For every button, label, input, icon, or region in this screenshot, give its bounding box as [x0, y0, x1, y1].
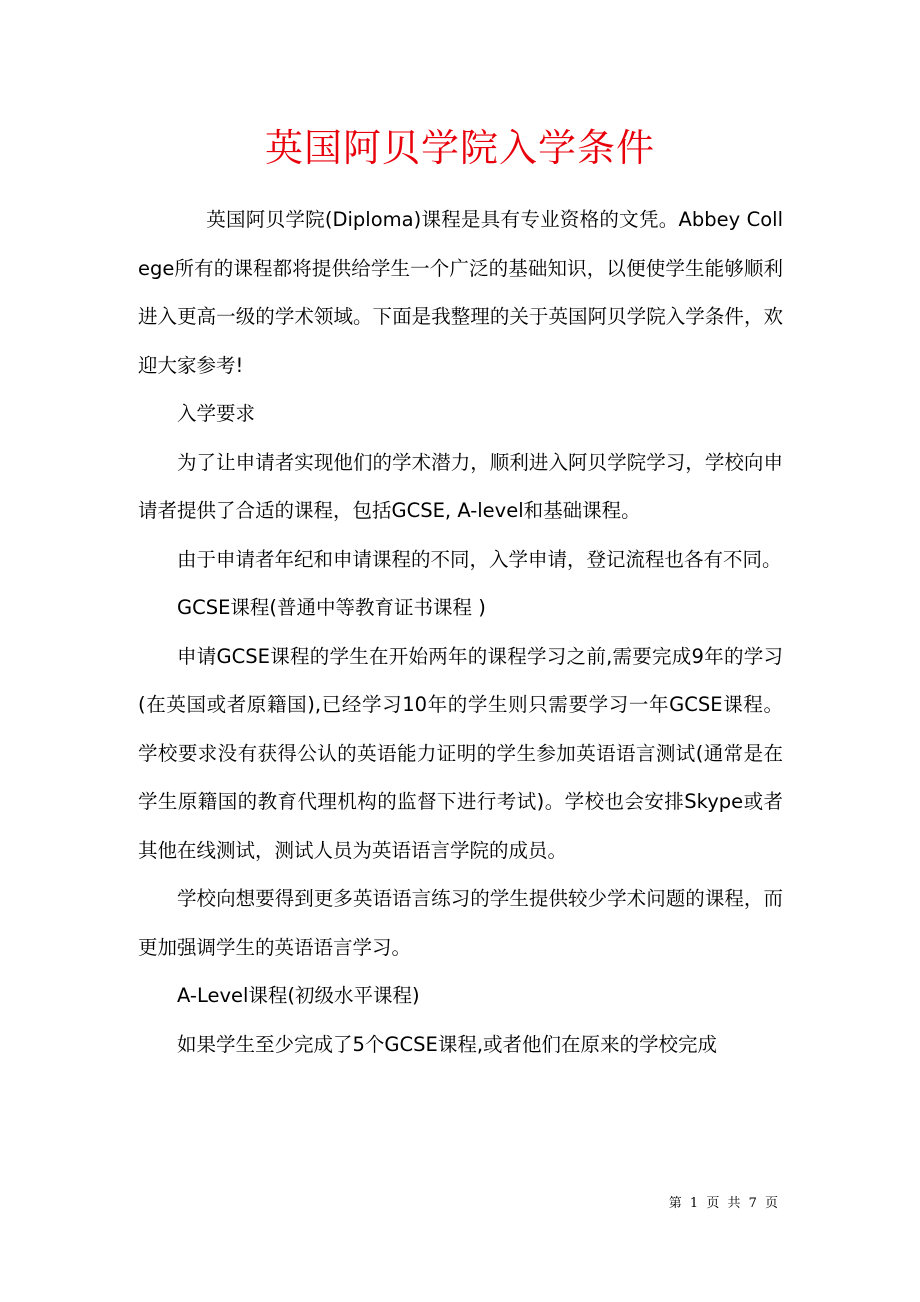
document-body — [138, 196, 783, 1069]
paragraph: 申请GCSE课程的学生在开始两年的课程学习之前,需要完成9年的学习(在英国或者原籍国),已经学习10年的学生则只需要学习一年GCSE课程。学校要求没有获得公认的英语能力证明的学生参加英语语言测试(通常是在学生原籍国的教育代理机构的监督下进行考试)。学校也会安排Skype或者其他在线测试，测试人员为英语语言学院的成员。 — [138, 644, 783, 862]
document-title: 英国阿贝学院入学条件 — [264, 126, 655, 170]
page-number-footer: 第 1 页 共 7 页 — [668, 1196, 780, 1211]
paragraph: 如果学生至少完成了5个GCSE课程,或者他们在原来的学校完成 — [177, 1032, 718, 1056]
section-heading-alevel: A-Level课程(初级水平课程) — [177, 984, 420, 1007]
section-heading-gcse: GCSE课程(普通中等教育证书课程 ) — [177, 596, 486, 619]
paragraph: 由于申请者年纪和申请课程的不同，入学申请，登记流程也各有不同。 — [177, 547, 782, 571]
section-heading-admission: 入学要求 — [177, 402, 256, 425]
intro-paragraph: 英国阿贝学院(Diploma)课程是具有专业资格的文凭。Abbey College所有的课程都将提供给学生一个广泛的基础知识，以便使学生能够顺利进入更高一级的学术领域。下面是我整理的关于英国阿贝学院入学条件，欢迎大家参考! — [138, 208, 783, 377]
paragraph: 为了让申请者实现他们的学术潜力，顺利进入阿贝学院学习，学校向申请者提供了合适的课程，包括GCSE, A-level和基础课程。 — [138, 450, 783, 522]
paragraph: 学校向想要得到更多英语语言练习的学生提供较少学术问题的课程，而更加强调学生的英语语言学习。 — [138, 887, 783, 959]
